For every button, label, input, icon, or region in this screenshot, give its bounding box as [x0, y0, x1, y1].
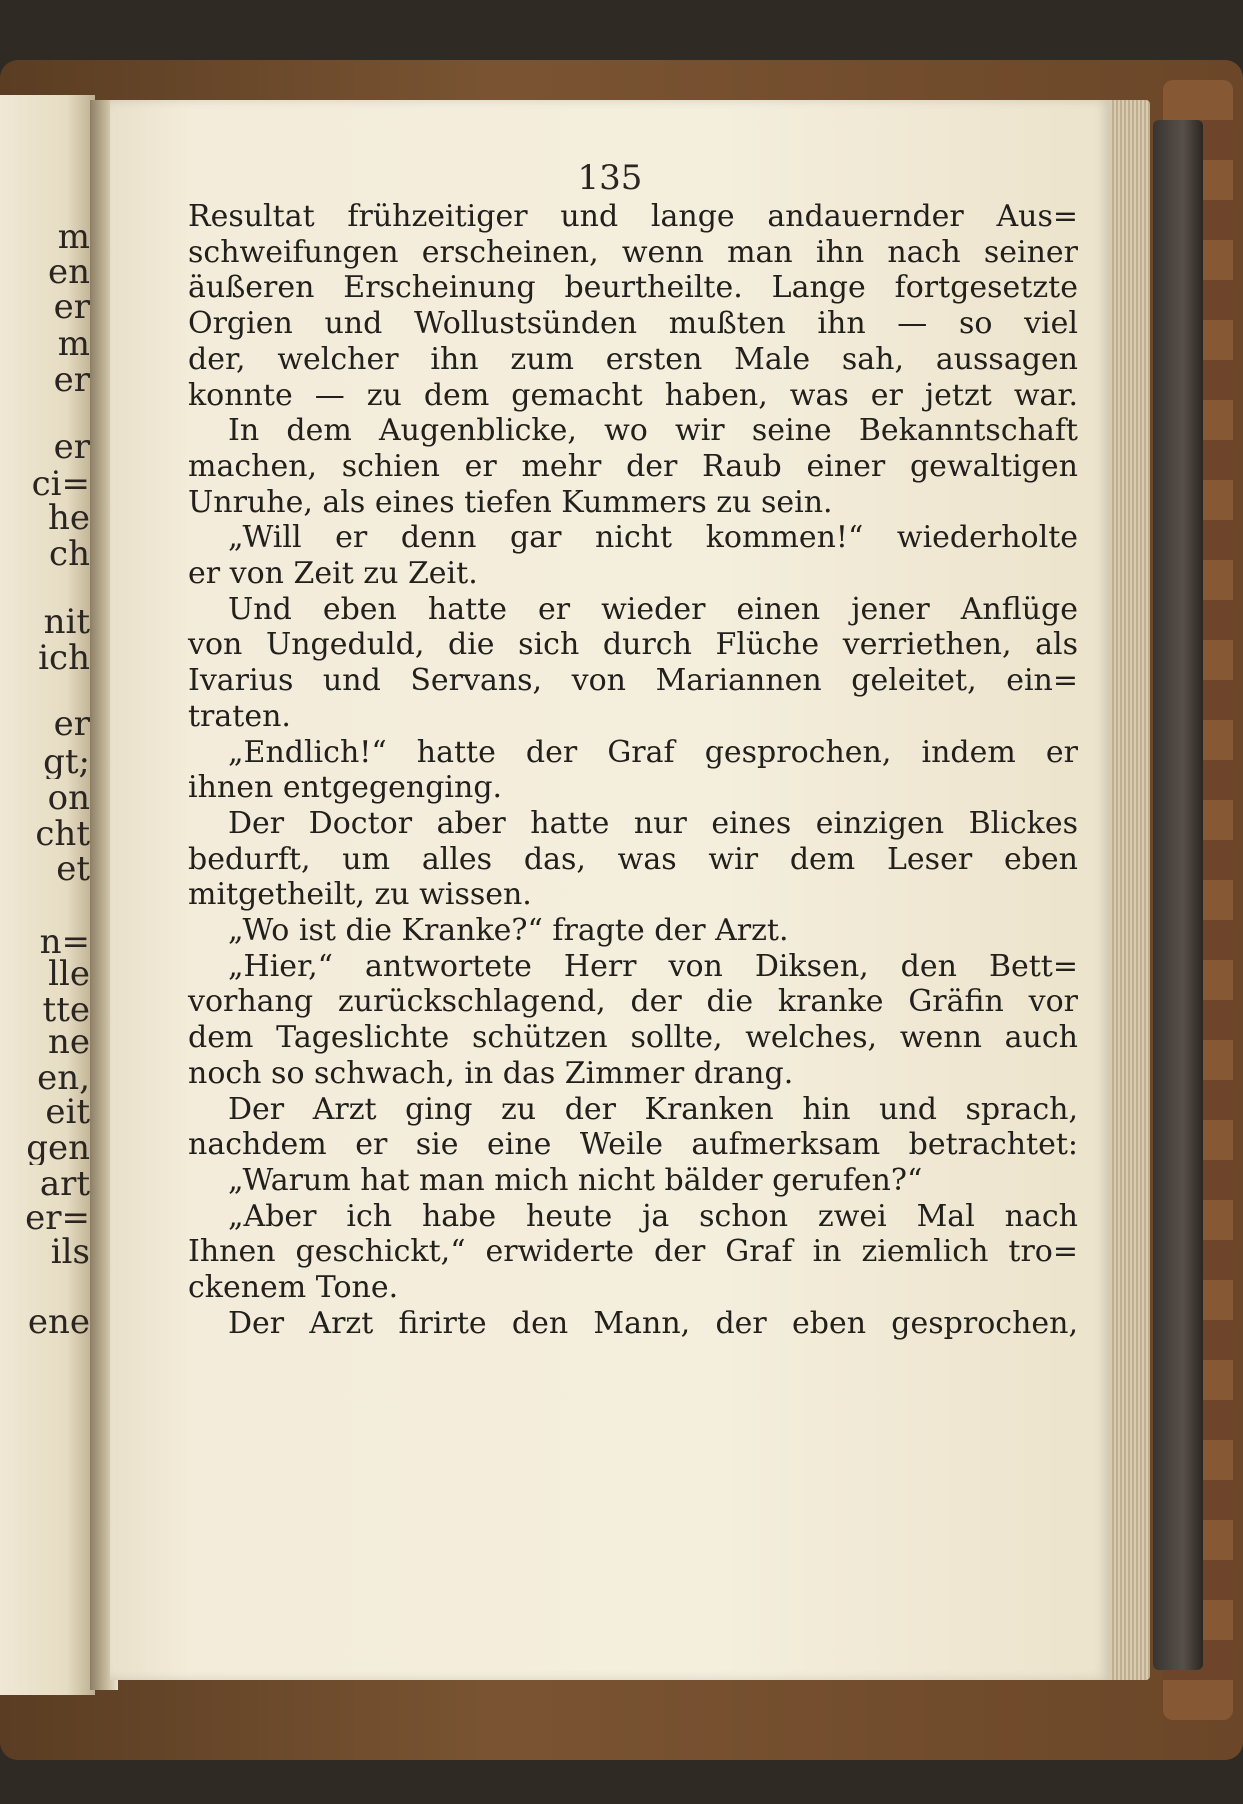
left-page-fragment: m	[57, 220, 90, 254]
text-line: dem Tageslichte schützen sollte, welches, wenn auch	[188, 1020, 1078, 1056]
text-line: „Will er denn gar nicht kommen!“ wiederholte	[228, 520, 1078, 556]
left-page-fragment: ci=	[31, 467, 90, 501]
text-line: In dem Augenblicke, wo wir seine Bekanntschaft	[228, 413, 1078, 449]
left-page-fragment: lle	[48, 957, 90, 991]
text-line: nachdem er sie eine Weile aufmerksam betrachtet:	[188, 1127, 1078, 1163]
left-page-fragment: nit	[43, 605, 90, 639]
left-page-fragment: on	[47, 781, 90, 815]
left-page-fragment: ch	[49, 537, 90, 571]
text-line: ihnen entgegenging.	[188, 770, 503, 806]
left-page	[0, 95, 95, 1695]
text-line: machen, schien er mehr der Raub einer gewaltigen	[188, 448, 1078, 484]
left-page-fragment: er	[53, 430, 90, 464]
left-page-fragment: er	[53, 363, 90, 397]
text-line: schweifungen erscheinen, wenn man ihn nach seiner	[188, 234, 1078, 270]
text-line: „Hier,“ antwortete Herr von Diksen, den Bett=	[228, 948, 1078, 984]
left-page-fragment: he	[47, 501, 90, 535]
text-line: traten.	[188, 698, 291, 734]
left-page-fragment: gt;	[43, 745, 90, 779]
right-page	[110, 100, 1110, 1680]
left-page-fragment: n=	[39, 925, 90, 959]
text-line: Ivarius und Servans, von Mariannen geleitet, ein=	[188, 663, 1078, 699]
left-page-fragment: art	[39, 1167, 90, 1201]
cover-cloth-strip	[1153, 120, 1203, 1670]
text-line: Orgien und Wollustsünden mußten ihn — so viel	[188, 306, 1078, 342]
text-line: „Wo ist die Kranke?“ fragte der Arzt.	[228, 913, 789, 948]
text-line: von Ungeduld, die sich durch Flüche verriethen, als	[188, 627, 1078, 663]
text-line: „Endlich!“ hatte der Graf gesprochen, indem er	[228, 734, 1078, 770]
text-line: „Aber ich habe heute ja schon zwei Mal nach	[228, 1198, 1078, 1234]
text-line: mitgetheilt, zu wissen.	[188, 877, 532, 913]
left-page-fragment: en	[47, 255, 90, 289]
text-line: Resultat frühzeitiger und lange andauernder Aus=	[188, 199, 1078, 234]
left-page-fragment: tte	[42, 993, 90, 1027]
text-line: Ihnen geschickt,“ erwiderte der Graf in ziemlich tro=	[188, 1234, 1078, 1270]
text-line: Der Doctor aber hatte nur eines einzigen Blickes	[228, 805, 1078, 841]
text-line: Unruhe, als eines tiefen Kummers zu sein.	[188, 484, 833, 520]
text-line: bedurft, um alles das, was wir dem Leser eben	[188, 841, 1078, 877]
left-page-fragment: cht	[35, 817, 90, 851]
text-line: Der Arzt firirte den Mann, der eben gesprochen,	[228, 1305, 1078, 1341]
text-line: Der Arzt ging zu der Kranken hin und sprach,	[228, 1091, 1078, 1127]
page-number: 135	[577, 158, 643, 198]
text-line: noch so schwach, in das Zimmer drang.	[188, 1055, 794, 1091]
left-page-fragment: gen	[26, 1131, 90, 1165]
text-line: der, welcher ihn zum ersten Male sah, aussagen	[188, 341, 1078, 377]
left-page-fragment: en,	[37, 1061, 90, 1095]
text-line: ckenem Tone.	[188, 1270, 399, 1305]
text-line: „Warum hat man mich nicht bälder gerufen?“	[228, 1162, 923, 1198]
left-page-fragment: ene	[27, 1305, 90, 1339]
left-page-fragment: eit	[45, 1095, 90, 1129]
left-page-fragment: ils	[50, 1235, 90, 1269]
left-page-fragment: m	[57, 327, 90, 361]
text-line: Und eben hatte er wieder einen jener Anflüge	[228, 591, 1078, 627]
text-line: vorhang zurückschlagend, der die kranke Gräfin vor	[188, 984, 1078, 1020]
text-line: er von Zeit zu Zeit.	[188, 556, 478, 591]
left-page-fragment: et	[56, 852, 90, 886]
left-page-fragment: ich	[38, 641, 90, 675]
text-line: konnte — zu dem gemacht haben, was er jetzt war.	[188, 377, 1078, 413]
left-page-fragment: er	[53, 290, 90, 324]
left-page-fragment: er	[53, 707, 90, 741]
left-page-fragment: ne	[47, 1025, 90, 1059]
left-page-fragment: er=	[25, 1201, 90, 1235]
text-line: äußeren Erscheinung beurtheilte. Lange fortgesetzte	[188, 270, 1078, 306]
